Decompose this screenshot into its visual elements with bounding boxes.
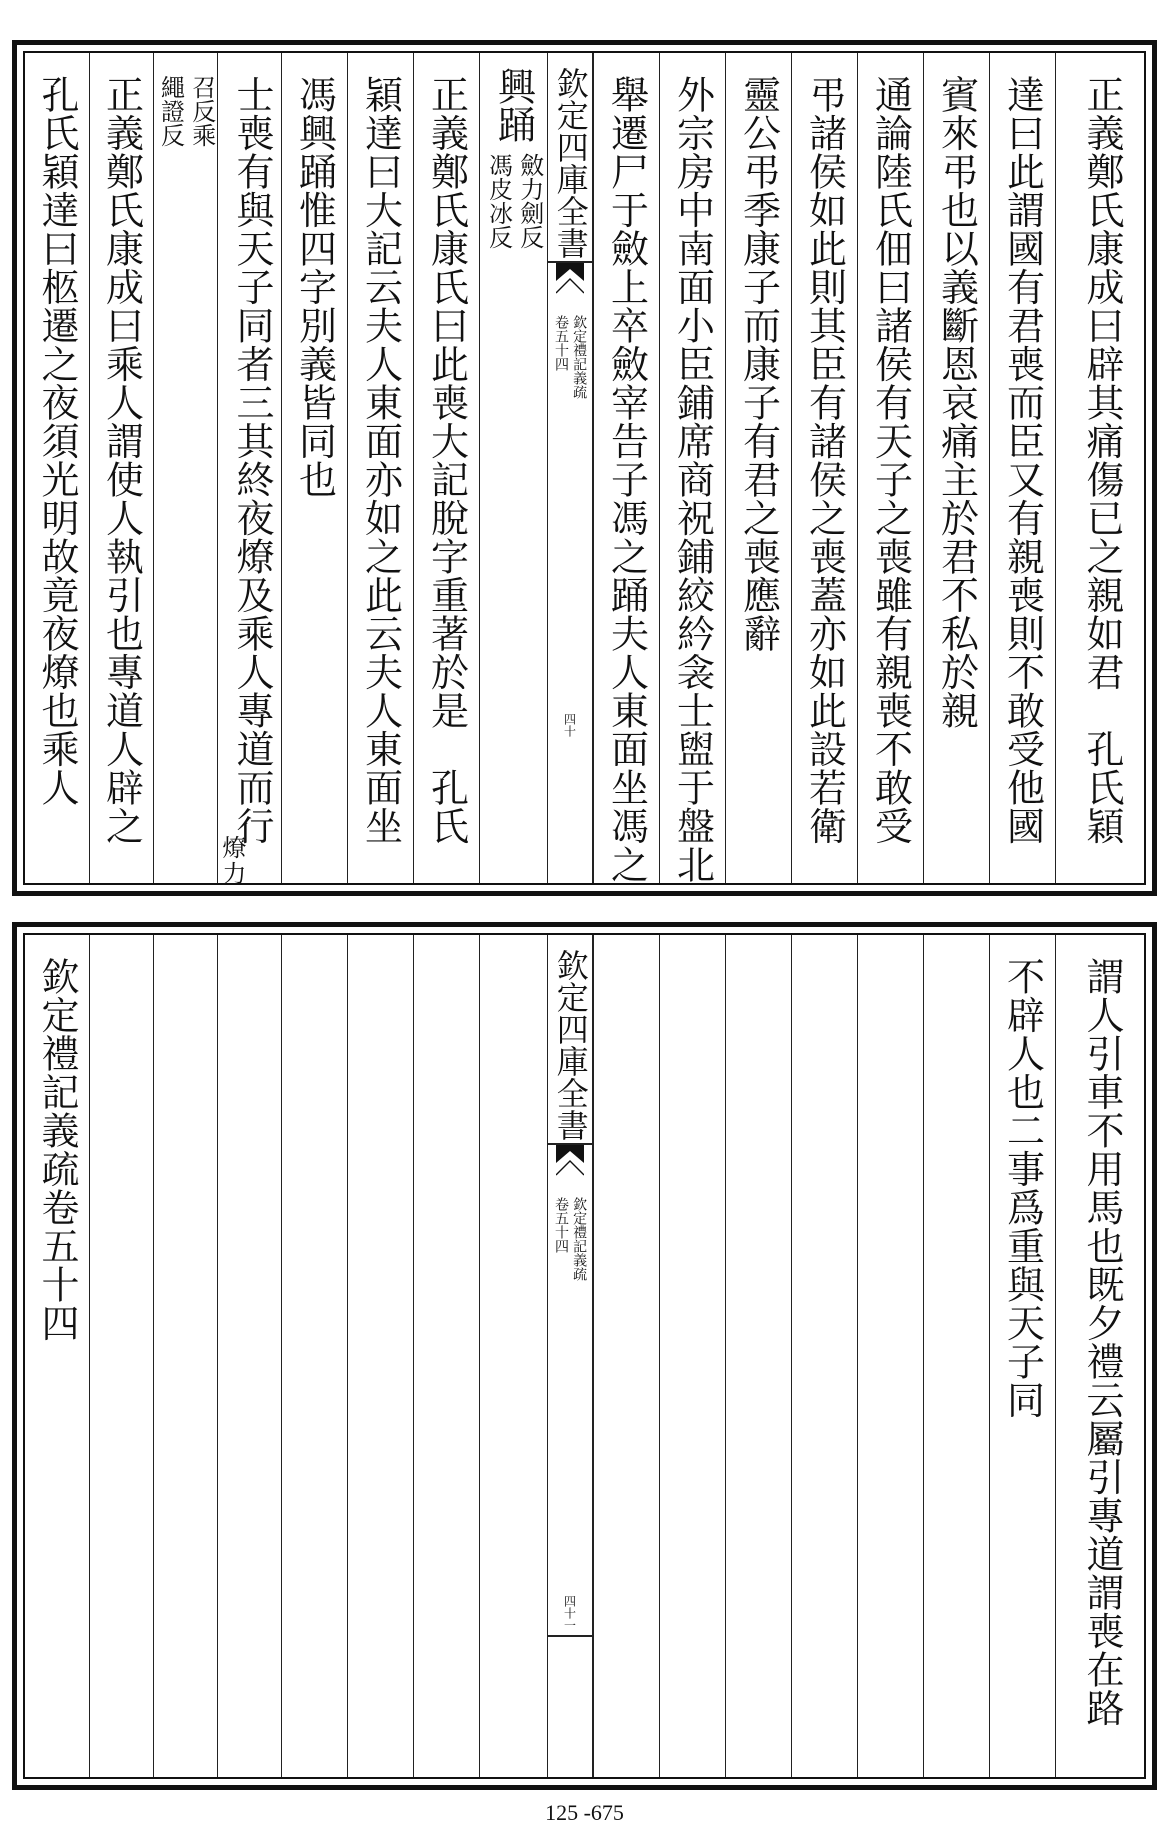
blank-column xyxy=(857,935,923,1777)
volume-number: 卷五十四 xyxy=(553,315,569,371)
column-text: 興踊 xyxy=(491,67,536,143)
volume-label xyxy=(553,1197,587,1281)
page-number: 125 -675 xyxy=(545,1800,624,1825)
blank-column xyxy=(659,935,725,1777)
text-column xyxy=(347,53,413,883)
text-column xyxy=(725,53,791,883)
blank-column xyxy=(413,935,479,1777)
pronunciation-note xyxy=(484,153,544,249)
text-column xyxy=(25,53,89,883)
column-text: 正義鄭氏康成曰辟其痛傷已之親如君 孔氏穎 xyxy=(1080,75,1124,845)
column-text: 不辟人也二事爲重與天子同 xyxy=(1000,957,1045,1419)
title-column xyxy=(25,935,89,1777)
text-column xyxy=(857,53,923,883)
fish-tail-mark-icon xyxy=(556,1145,584,1189)
chapter-end-title: 欽定禮記義疏卷五十四 xyxy=(35,957,79,1342)
blank-column xyxy=(593,935,659,1777)
text-column xyxy=(989,935,1055,1777)
top-page-frame xyxy=(23,51,1146,885)
blank-column xyxy=(89,935,153,1777)
column-text: 舉遷尸于斂上卒斂宰告子馮之踊夫人東面坐馮之 xyxy=(604,75,649,884)
column-text: 正義鄭氏康氏曰此喪大記脫字重著於是 孔氏 xyxy=(424,75,469,845)
blank-column xyxy=(725,935,791,1777)
note-left: 馮皮冰反 xyxy=(484,153,513,249)
fish-tail-mark-icon xyxy=(556,263,584,307)
bottom-page-frame xyxy=(23,933,1146,1779)
center-strip xyxy=(547,53,593,883)
text-column xyxy=(1055,53,1148,883)
text-column xyxy=(1055,935,1148,1777)
text-column xyxy=(281,53,347,883)
column-text: 穎達曰大記云夫人東面亦如之此云夫人東面坐 xyxy=(358,75,403,845)
blank-column xyxy=(347,935,413,1777)
text-column xyxy=(89,53,153,883)
column-text: 士喪有與天子同者三其終夜燎及乘人專道而行 xyxy=(230,75,275,845)
column-note: 燎力 xyxy=(217,835,246,887)
volume-number: 卷五十四 xyxy=(553,1197,569,1253)
note-right: 召反乘 xyxy=(187,75,216,147)
blank-column xyxy=(281,935,347,1777)
note-left: 繩證反 xyxy=(156,75,185,147)
pronunciation-note xyxy=(156,75,216,147)
text-column xyxy=(989,53,1055,883)
blank-column xyxy=(153,935,217,1777)
column-text: 達曰此謂國有君喪而臣又有親喪則不敢受他國 xyxy=(1000,75,1045,845)
volume-title: 欽定禮記義疏 xyxy=(571,315,588,399)
note-right: 斂力劍反 xyxy=(515,153,544,249)
bottom-page xyxy=(12,922,1157,1790)
blank-column xyxy=(479,935,547,1777)
text-column xyxy=(791,53,857,883)
top-page xyxy=(12,40,1157,896)
text-column xyxy=(217,53,281,887)
blank-column xyxy=(217,935,281,1777)
volume-title: 欽定禮記義疏 xyxy=(571,1197,588,1281)
divider xyxy=(548,1635,592,1637)
column-text: 通論陸氏佃曰諸侯有天子之喪雖有親喪不敢受 xyxy=(868,75,913,845)
center-strip xyxy=(547,935,593,1777)
annotation-column xyxy=(153,53,217,883)
column-text: 外宗房中南面小臣鋪席商祝鋪絞紟衾士盥于盤北 xyxy=(670,75,715,884)
book-title: 欽定四庫全書 xyxy=(551,67,590,259)
column-text: 孔氏穎達曰柩遷之夜須光明故竟夜燎也乘人 xyxy=(35,75,79,807)
blank-column xyxy=(923,935,989,1777)
book-title: 欽定四庫全書 xyxy=(551,949,590,1141)
column-text: 賓來弔也以義斷恩哀痛主於君不私於親 xyxy=(934,75,979,730)
folio-number: 四十一 xyxy=(562,1595,577,1631)
text-column xyxy=(413,53,479,883)
text-column xyxy=(659,53,725,883)
folio-number: 四十 xyxy=(562,713,577,737)
column-text: 弔諸侯如此則其臣有諸侯之喪蓋亦如此設若衛 xyxy=(802,75,847,845)
text-column xyxy=(923,53,989,883)
column-text: 馮興踊惟四字別義皆同也 xyxy=(292,75,337,499)
column-text: 謂人引車不用馬也既夕禮云屬引專道謂喪在路 xyxy=(1080,957,1124,1727)
text-column xyxy=(479,53,547,883)
column-text: 正義鄭氏康成曰乘人謂使人執引也專道人辟之 xyxy=(99,75,144,845)
column-text: 靈公弔季康子而康子有君之喪應辭 xyxy=(736,75,781,653)
text-column xyxy=(593,53,659,883)
volume-label xyxy=(553,315,587,399)
blank-column xyxy=(791,935,857,1777)
